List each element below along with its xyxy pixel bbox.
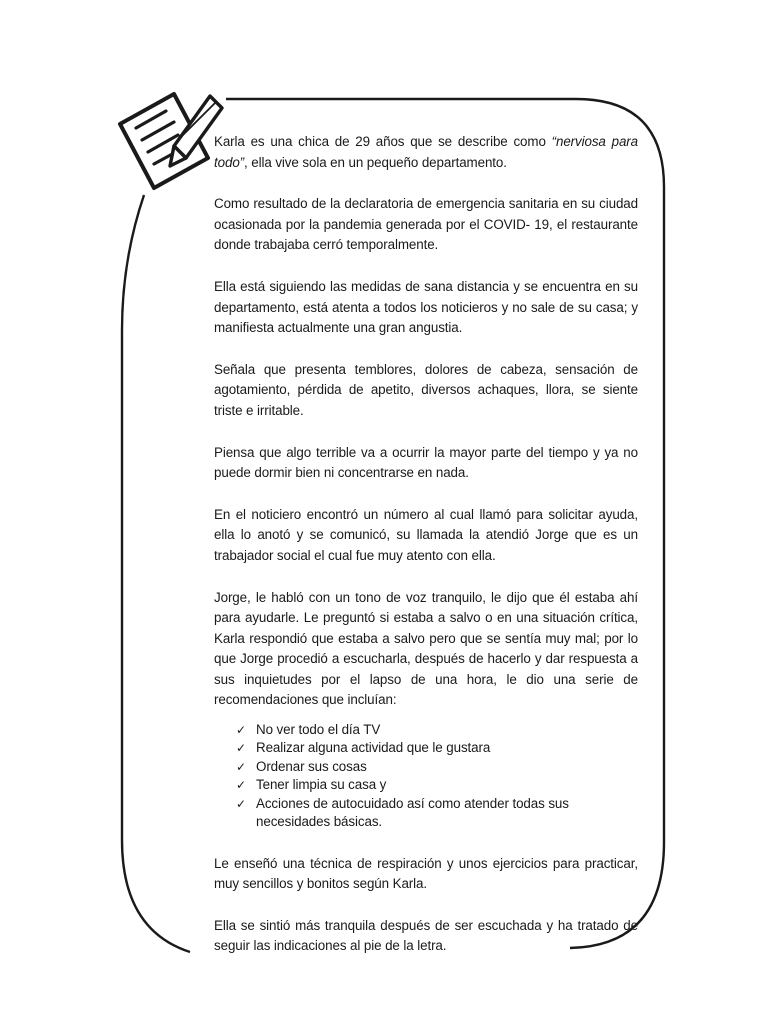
list-item: ✓ Realizar alguna actividad que le gustara [236, 739, 638, 757]
paragraph-jorge: Jorge, le habló con un tono de voz tranquilo, le dijo que él estaba ahí para ayudarle. Le preguntó si estaba a salvo o en una situación crítica, Karla respondió que estaba a salvo pero que se sentía muy mal; por lo que Jorge procedió a escucharla, después de hacerlo y dar respuesta a sus inquietudes por el lapso de una hora, le dio una serie de recomendaciones que incluían: [214, 589, 638, 708]
list-item: ✓ Acciones de autocuidado así como atender todas sus necesidades básicas. [236, 795, 569, 830]
list-item: ✓ Ordenar sus cosas [236, 758, 638, 776]
checkmark-icon: ✓ [236, 759, 246, 774]
checkmark-icon: ✓ [236, 741, 246, 756]
paragraph-thoughts: Piensa que algo terrible va a ocurrir la mayor parte del tiempo y ya no puede dormir bien ni concentrarse en nada. [214, 444, 638, 481]
paragraph-symptoms: Señala que presenta temblores, dolores de cabeza, sensación de agotamiento, pérdida de apetito, diversos achaques, llora, se siente triste e irritable. [214, 361, 638, 418]
paragraph-outcome: Ella se sintió más tranquila después de ser escuchada y ha tratado de seguir las indicaciones al pie de la letra. [214, 917, 638, 954]
checkmark-icon: ✓ [236, 723, 246, 738]
recommendations-list [214, 721, 638, 831]
paragraph-call: En el noticiero encontró un número al cual llamó para solicitar ayuda, ella lo anotó y se comunicó, su llamada la atendió Jorge que es un trabajador social el cual fue muy atento con ella. [214, 506, 638, 563]
paragraph-breathing: Le enseñó una técnica de respiración y unos ejercicios para practicar, muy sencillos y bonitos según Karla. [214, 855, 638, 892]
checkmark-icon: ✓ [236, 796, 246, 811]
case-text [214, 132, 638, 978]
paragraph-context: Como resultado de la declaratoria de emergencia sanitaria en su ciudad ocasionada por la pandemia generada por el COVID- 19, el restaurante donde trabajaba cerró temporalmente. [214, 196, 638, 253]
list-item: ✓ No ver todo el día TV [236, 721, 638, 739]
list-item: ✓ Tener limpia su casa y [236, 776, 638, 794]
paragraph-situation: Ella está siguiendo las medidas de sana distancia y se encuentra en su departamento, está atenta a todos los noticieros y no sale de su casa; y manifiesta actualmente una gran angustia. [214, 278, 638, 336]
paragraph-intro: Karla es una chica de 29 años que se describe como “nerviosa para todo”, ella vive sola en un pequeño departamento. [214, 134, 638, 170]
checkmark-icon: ✓ [236, 778, 246, 793]
notepad-pencil-icon [112, 88, 228, 198]
